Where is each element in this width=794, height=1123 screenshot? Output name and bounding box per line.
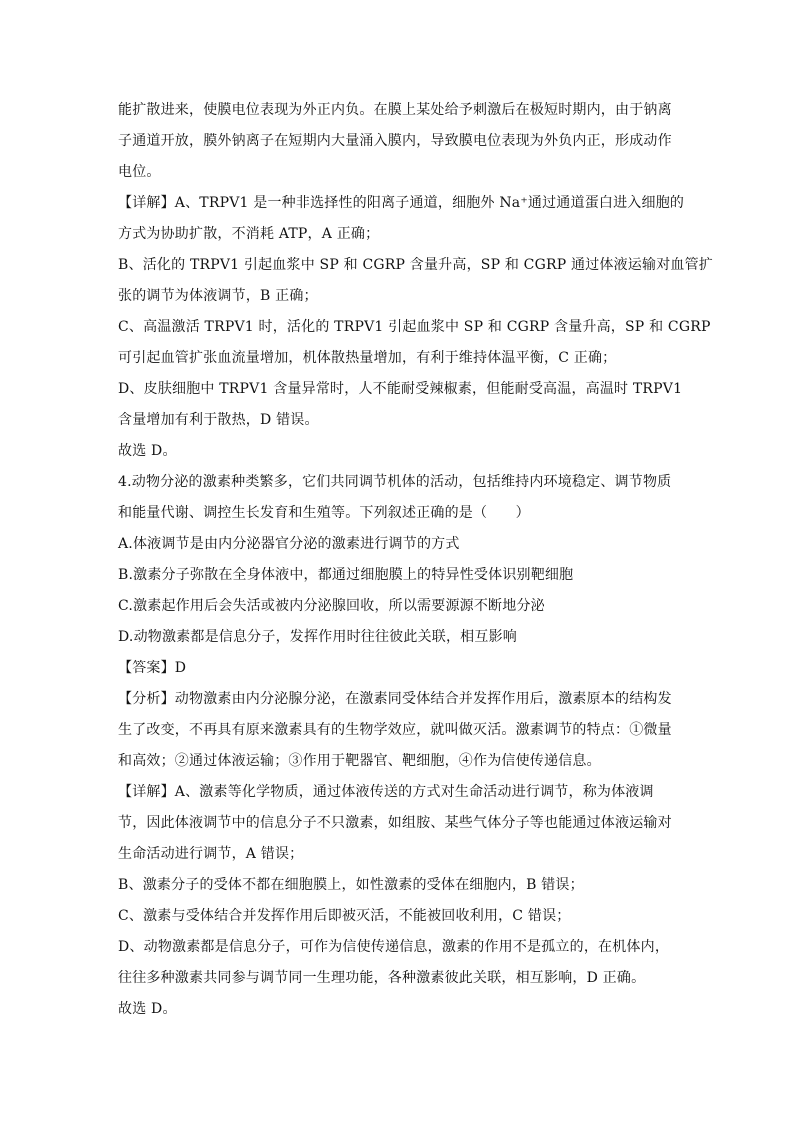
analysis-line-3: 和高效；②通过体液运输；③作用于靶器官、靶细胞，④作为信使传递信息。 xyxy=(118,753,601,769)
answer-line: 【答案】D xyxy=(118,660,187,676)
text-line-11: 含量增加有利于散热，D 错误。 xyxy=(118,412,319,428)
text-line-10: D、皮肤细胞中 TRPV1 含量异常时，人不能耐受辣椒素，但能耐受高温，高温时 TRPV1 xyxy=(118,381,683,397)
explanation-line-5: C、激素与受体结合并发挥作用后即被灭活，不能被回收利用，C 错误； xyxy=(118,908,571,924)
explanation-line-4: B、激素分子的受体不都在细胞膜上，如性激素的受体在细胞内，B 错误； xyxy=(118,877,584,893)
text-line-9: 可引起血管扩张血流量增加，机体散热量增加，有利于维持体温平衡，C 正确； xyxy=(118,350,617,366)
text-line-6: B、活化的 TRPV1 引起血浆中 SP 和 CGRP 含量升高，SP 和 CGRP 通过体液运输对血管扩 xyxy=(118,257,713,273)
text-line-12: 故选 D。 xyxy=(118,443,177,459)
text-line-7: 张的调节为体液调节，B 正确； xyxy=(118,288,318,304)
option-c: C.激素起作用后会失活或被内分泌腺回收，所以需要源源不断地分泌 xyxy=(118,598,545,614)
explanation-line-6: D、动物激素都是信息分子，可作为信使传递信息，激素的作用不是孤立的，在机体内， xyxy=(118,939,670,955)
explanation-line-3: 生命活动进行调节，A 错误； xyxy=(118,846,304,862)
text-line-4: 【详解】A、TRPV1 是一种非选择性的阳离子通道，细胞外 Na⁺通过通道蛋白进入细胞的 xyxy=(118,195,685,211)
question-stem-line-1: 4.动物分泌的激素种类繁多，它们共同调节机体的活动，包括维持内环境稳定、调节物质 xyxy=(118,474,672,490)
analysis-line-2: 生了改变，不再具有原来激素具有的生物学效应，就叫做灭活。激素调节的特点：①微量 xyxy=(118,722,672,738)
conclusion-line: 故选 D。 xyxy=(118,1001,177,1017)
option-a: A.体液调节是由内分泌器官分泌的激素进行调节的方式 xyxy=(118,536,460,552)
explanation-line-2: 节，因此体液调节中的信息分子不只激素，如组胺、某些气体分子等也能通过体液运输对 xyxy=(118,815,672,831)
option-b: B.激素分子弥散在全身体液中，都通过细胞膜上的特异性受体识别靶细胞 xyxy=(118,567,574,583)
explanation-line-1: 【详解】A、激素等化学物质，通过体液传送的方式对生命活动进行调节，称为体液调 xyxy=(118,784,654,800)
text-line-2: 子通道开放，膜外钠离子在短期内大量涌入膜内，导致膜电位表现为外负内正，形成动作 xyxy=(118,133,672,149)
question-stem-line-2: 和能量代谢、调控生长发育和生殖等。下列叙述正确的是（ ） xyxy=(118,505,530,521)
explanation-line-7: 往往多种激素共同参与调节同一生理功能，各种激素彼此关联，相互影响，D 正确。 xyxy=(118,970,646,986)
text-line-5: 方式为协助扩散，不消耗 ATP，A 正确； xyxy=(118,226,380,242)
option-d: D.动物激素都是信息分子，发挥作用时往往彼此关联，相互影响 xyxy=(118,629,517,645)
analysis-line-1: 【分析】动物激素由内分泌腺分泌，在激素同受体结合并发挥作用后，激素原本的结构发 xyxy=(118,691,672,707)
document-page xyxy=(118,95,713,1025)
text-line-3: 电位。 xyxy=(118,164,161,180)
text-line-8: C、高温激活 TRPV1 时，活化的 TRPV1 引起血浆中 SP 和 CGRP 含量升高，SP 和 CGRP xyxy=(118,319,711,335)
text-line-1: 能扩散进来，使膜电位表现为外正内负。在膜上某处给予刺激后在极短时期内，由于钠离 xyxy=(118,102,672,118)
